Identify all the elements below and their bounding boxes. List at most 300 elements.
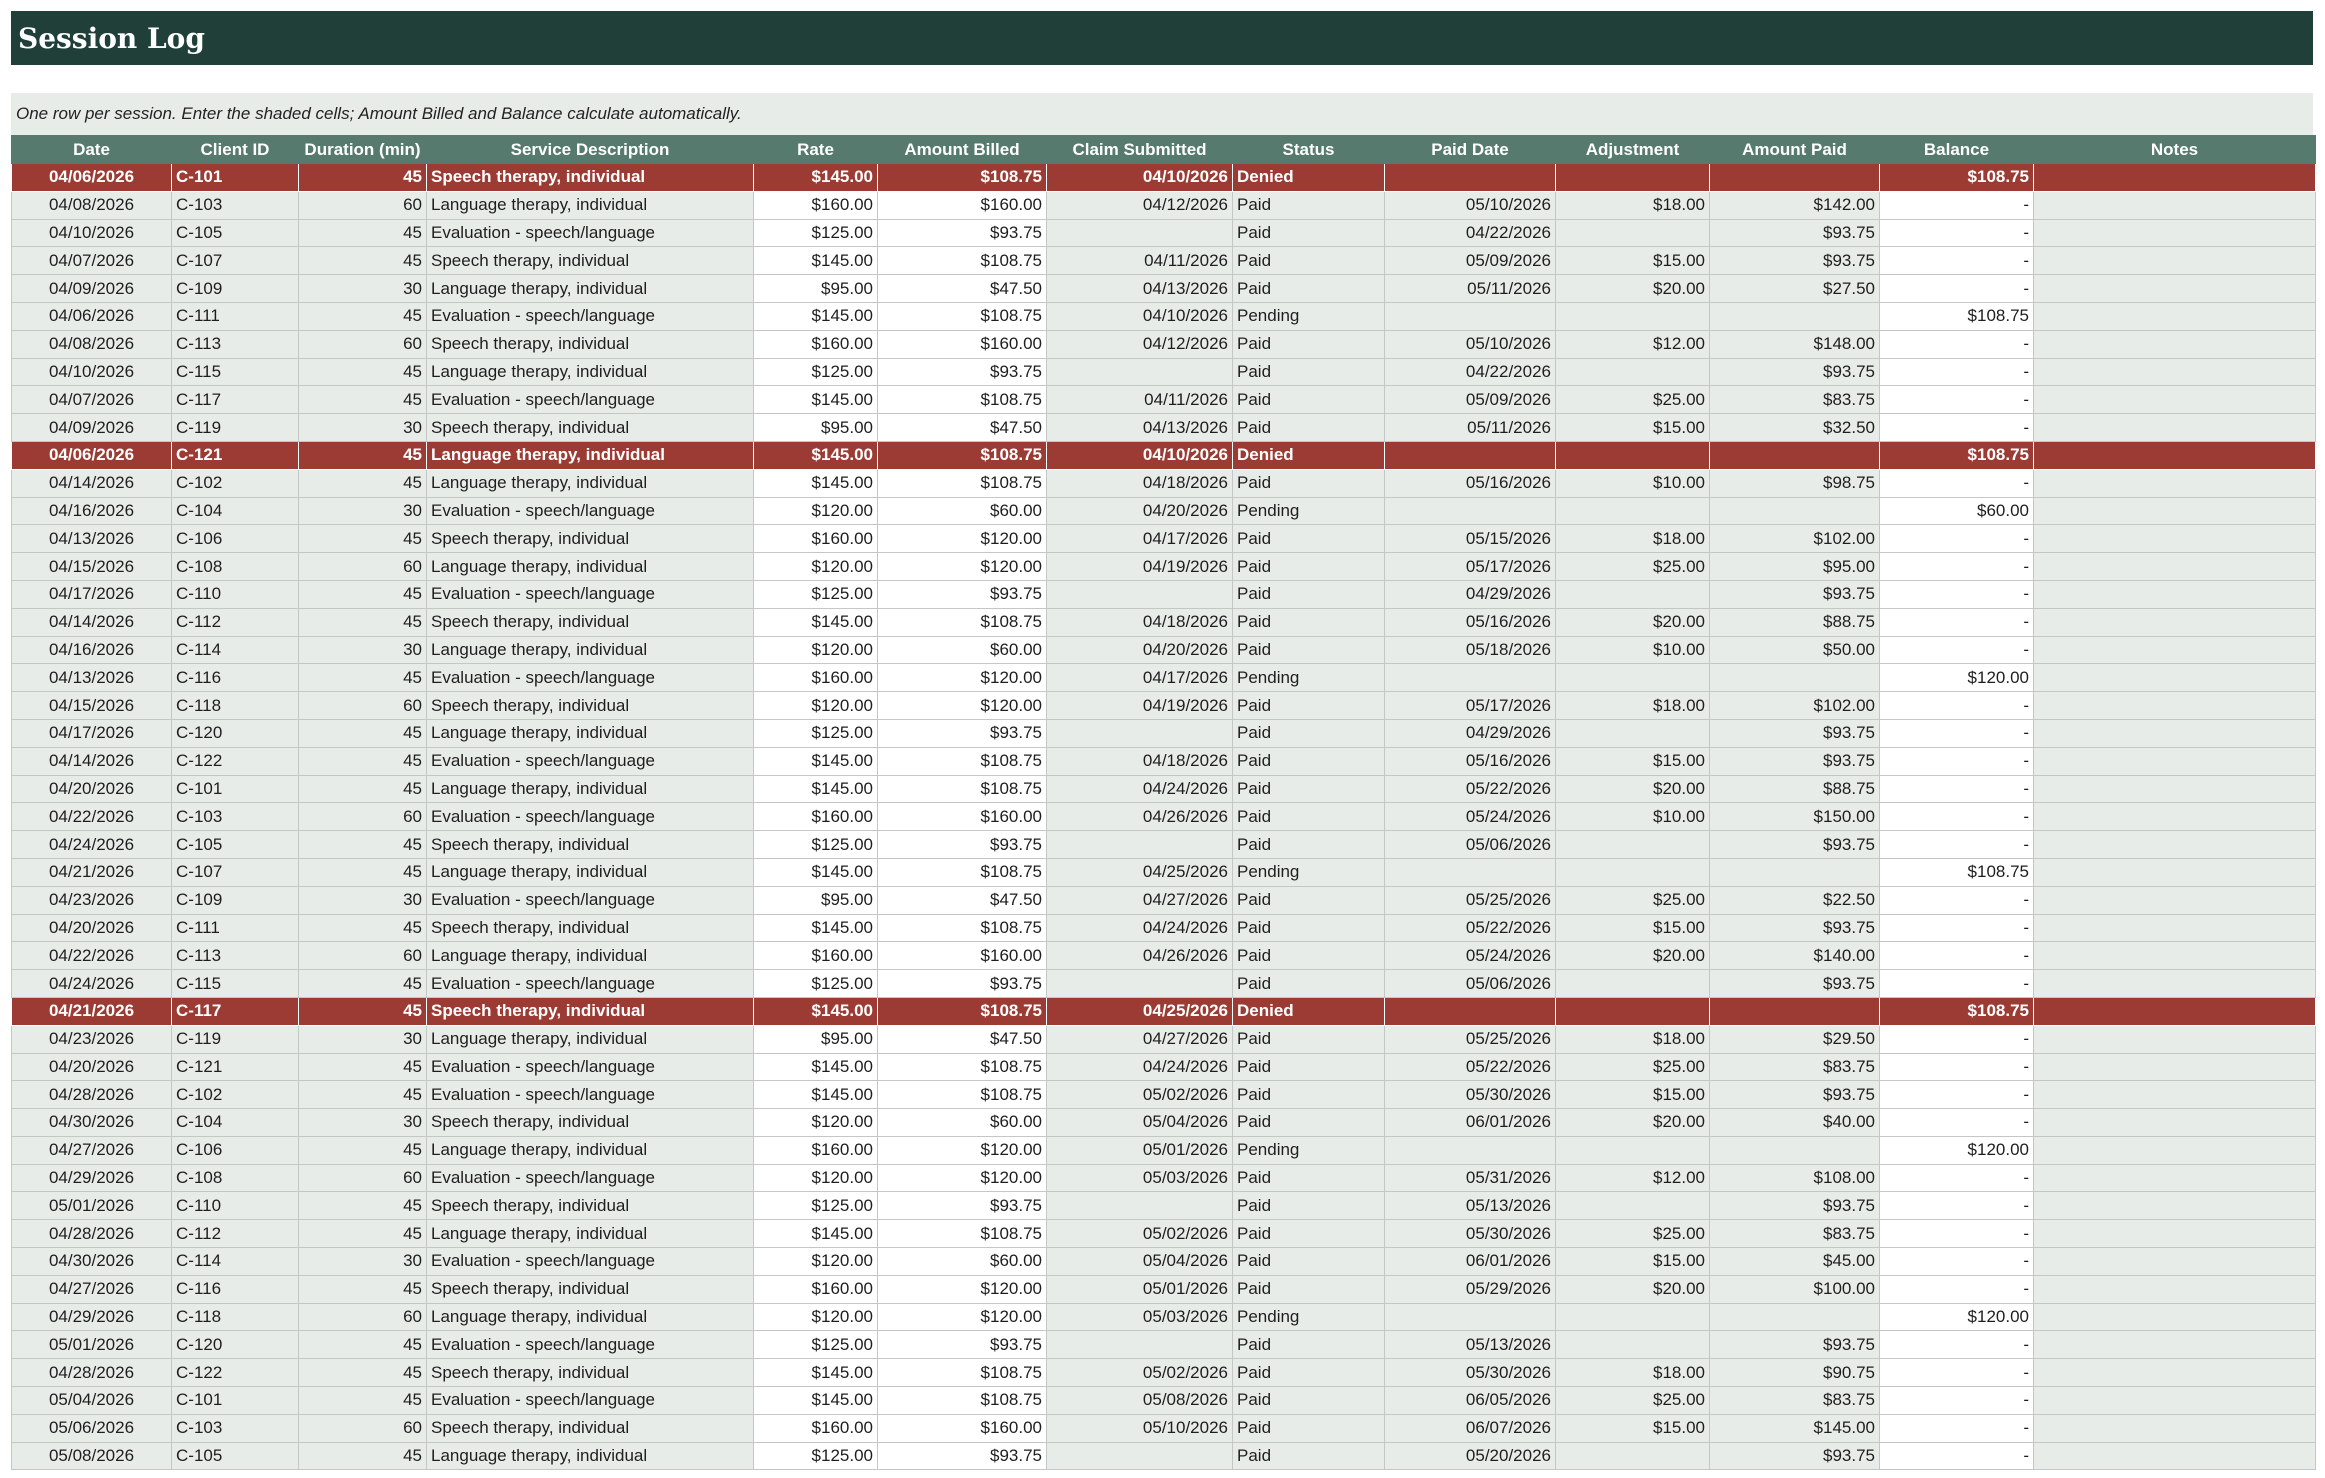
- notes-cell[interactable]: [2034, 164, 2316, 192]
- notes-cell[interactable]: [2034, 302, 2316, 330]
- amount-paid-cell[interactable]: $142.00: [1710, 191, 1880, 219]
- service-description-cell[interactable]: Speech therapy, individual: [427, 1414, 754, 1442]
- notes-cell[interactable]: [2034, 1303, 2316, 1331]
- claim-submitted-cell[interactable]: 04/10/2026: [1047, 164, 1233, 192]
- amount-paid-cell[interactable]: $148.00: [1710, 330, 1880, 358]
- notes-cell[interactable]: [2034, 636, 2316, 664]
- claim-submitted-cell[interactable]: [1047, 970, 1233, 998]
- date-cell[interactable]: 04/10/2026: [12, 219, 172, 247]
- balance-cell[interactable]: -: [1880, 219, 2034, 247]
- duration-cell[interactable]: 45: [299, 469, 427, 497]
- status-cell[interactable]: Paid: [1233, 553, 1385, 581]
- amount-billed-cell[interactable]: $108.75: [878, 164, 1047, 192]
- notes-cell[interactable]: [2034, 525, 2316, 553]
- date-cell[interactable]: 04/16/2026: [12, 497, 172, 525]
- rate-cell[interactable]: $95.00: [754, 414, 878, 442]
- status-cell[interactable]: Paid: [1233, 1220, 1385, 1248]
- client-id-cell[interactable]: C-104: [172, 1109, 299, 1137]
- claim-submitted-cell[interactable]: 04/26/2026: [1047, 803, 1233, 831]
- adjustment-cell[interactable]: $25.00: [1556, 1387, 1710, 1415]
- service-description-cell[interactable]: Evaluation - speech/language: [427, 803, 754, 831]
- notes-cell[interactable]: [2034, 441, 2316, 469]
- balance-cell[interactable]: -: [1880, 386, 2034, 414]
- service-description-cell[interactable]: Speech therapy, individual: [427, 1109, 754, 1137]
- amount-billed-cell[interactable]: $108.75: [878, 775, 1047, 803]
- rate-cell[interactable]: $145.00: [754, 775, 878, 803]
- amount-billed-cell[interactable]: $93.75: [878, 580, 1047, 608]
- adjustment-cell[interactable]: $18.00: [1556, 525, 1710, 553]
- duration-cell[interactable]: 45: [299, 302, 427, 330]
- duration-cell[interactable]: 45: [299, 914, 427, 942]
- paid-date-cell[interactable]: [1385, 302, 1556, 330]
- notes-cell[interactable]: [2034, 358, 2316, 386]
- client-id-cell[interactable]: C-112: [172, 1220, 299, 1248]
- service-description-cell[interactable]: Evaluation - speech/language: [427, 747, 754, 775]
- amount-paid-cell[interactable]: $40.00: [1710, 1109, 1880, 1137]
- duration-cell[interactable]: 60: [299, 942, 427, 970]
- date-cell[interactable]: 04/28/2026: [12, 1220, 172, 1248]
- date-cell[interactable]: 04/20/2026: [12, 914, 172, 942]
- paid-date-cell[interactable]: 05/10/2026: [1385, 191, 1556, 219]
- rate-cell[interactable]: $145.00: [754, 608, 878, 636]
- client-id-cell[interactable]: C-109: [172, 275, 299, 303]
- amount-billed-cell[interactable]: $47.50: [878, 1025, 1047, 1053]
- paid-date-cell[interactable]: 05/18/2026: [1385, 636, 1556, 664]
- date-cell[interactable]: 04/28/2026: [12, 1359, 172, 1387]
- date-cell[interactable]: 04/20/2026: [12, 1053, 172, 1081]
- status-cell[interactable]: Paid: [1233, 358, 1385, 386]
- claim-submitted-cell[interactable]: 04/19/2026: [1047, 692, 1233, 720]
- amount-paid-cell[interactable]: $22.50: [1710, 886, 1880, 914]
- amount-billed-cell[interactable]: $108.75: [878, 1359, 1047, 1387]
- amount-paid-cell[interactable]: [1710, 1136, 1880, 1164]
- rate-cell[interactable]: $95.00: [754, 886, 878, 914]
- paid-date-cell[interactable]: 05/24/2026: [1385, 942, 1556, 970]
- adjustment-cell[interactable]: $20.00: [1556, 1275, 1710, 1303]
- amount-paid-cell[interactable]: $83.75: [1710, 1387, 1880, 1415]
- balance-cell[interactable]: -: [1880, 1192, 2034, 1220]
- date-cell[interactable]: 04/06/2026: [12, 441, 172, 469]
- claim-submitted-cell[interactable]: 04/26/2026: [1047, 942, 1233, 970]
- claim-submitted-cell[interactable]: 05/01/2026: [1047, 1136, 1233, 1164]
- notes-cell[interactable]: [2034, 219, 2316, 247]
- paid-date-cell[interactable]: 05/24/2026: [1385, 803, 1556, 831]
- status-cell[interactable]: Paid: [1233, 775, 1385, 803]
- claim-submitted-cell[interactable]: 04/13/2026: [1047, 275, 1233, 303]
- notes-cell[interactable]: [2034, 914, 2316, 942]
- service-description-cell[interactable]: Language therapy, individual: [427, 1025, 754, 1053]
- client-id-cell[interactable]: C-108: [172, 553, 299, 581]
- paid-date-cell[interactable]: 05/29/2026: [1385, 1275, 1556, 1303]
- adjustment-cell[interactable]: $18.00: [1556, 1359, 1710, 1387]
- client-id-cell[interactable]: C-118: [172, 692, 299, 720]
- paid-date-cell[interactable]: 06/05/2026: [1385, 1387, 1556, 1415]
- status-cell[interactable]: Paid: [1233, 330, 1385, 358]
- duration-cell[interactable]: 60: [299, 1303, 427, 1331]
- adjustment-cell[interactable]: [1556, 441, 1710, 469]
- date-cell[interactable]: 04/06/2026: [12, 164, 172, 192]
- amount-paid-cell[interactable]: $88.75: [1710, 775, 1880, 803]
- amount-paid-cell[interactable]: [1710, 302, 1880, 330]
- adjustment-cell[interactable]: [1556, 1192, 1710, 1220]
- service-description-cell[interactable]: Evaluation - speech/language: [427, 664, 754, 692]
- client-id-cell[interactable]: C-101: [172, 1387, 299, 1415]
- service-description-cell[interactable]: Language therapy, individual: [427, 469, 754, 497]
- date-cell[interactable]: 04/21/2026: [12, 858, 172, 886]
- date-cell[interactable]: 04/23/2026: [12, 886, 172, 914]
- notes-cell[interactable]: [2034, 580, 2316, 608]
- amount-paid-cell[interactable]: [1710, 1303, 1880, 1331]
- date-cell[interactable]: 04/29/2026: [12, 1303, 172, 1331]
- client-id-cell[interactable]: C-104: [172, 497, 299, 525]
- client-id-cell[interactable]: C-111: [172, 302, 299, 330]
- service-description-cell[interactable]: Evaluation - speech/language: [427, 386, 754, 414]
- claim-submitted-cell[interactable]: 04/18/2026: [1047, 608, 1233, 636]
- notes-cell[interactable]: [2034, 247, 2316, 275]
- balance-cell[interactable]: -: [1880, 580, 2034, 608]
- amount-paid-cell[interactable]: $108.00: [1710, 1164, 1880, 1192]
- claim-submitted-cell[interactable]: 04/25/2026: [1047, 997, 1233, 1025]
- amount-billed-cell[interactable]: $108.75: [878, 302, 1047, 330]
- amount-paid-cell[interactable]: $145.00: [1710, 1414, 1880, 1442]
- status-cell[interactable]: Paid: [1233, 414, 1385, 442]
- notes-cell[interactable]: [2034, 886, 2316, 914]
- service-description-cell[interactable]: Evaluation - speech/language: [427, 1387, 754, 1415]
- rate-cell[interactable]: $125.00: [754, 580, 878, 608]
- client-id-cell[interactable]: C-107: [172, 247, 299, 275]
- adjustment-cell[interactable]: $20.00: [1556, 608, 1710, 636]
- amount-paid-cell[interactable]: $45.00: [1710, 1248, 1880, 1276]
- client-id-cell[interactable]: C-115: [172, 358, 299, 386]
- duration-cell[interactable]: 30: [299, 1025, 427, 1053]
- adjustment-cell[interactable]: [1556, 1442, 1710, 1470]
- client-id-cell[interactable]: C-122: [172, 1359, 299, 1387]
- client-id-cell[interactable]: C-119: [172, 1025, 299, 1053]
- amount-paid-cell[interactable]: $93.75: [1710, 580, 1880, 608]
- claim-submitted-cell[interactable]: 04/20/2026: [1047, 497, 1233, 525]
- adjustment-cell[interactable]: $20.00: [1556, 775, 1710, 803]
- notes-cell[interactable]: [2034, 1164, 2316, 1192]
- balance-cell[interactable]: -: [1880, 275, 2034, 303]
- amount-paid-cell[interactable]: $102.00: [1710, 525, 1880, 553]
- rate-cell[interactable]: $125.00: [754, 831, 878, 859]
- col-header-date[interactable]: Date: [12, 136, 172, 164]
- date-cell[interactable]: 04/16/2026: [12, 636, 172, 664]
- amount-paid-cell[interactable]: $98.75: [1710, 469, 1880, 497]
- status-cell[interactable]: Paid: [1233, 608, 1385, 636]
- client-id-cell[interactable]: C-105: [172, 1442, 299, 1470]
- status-cell[interactable]: Paid: [1233, 580, 1385, 608]
- adjustment-cell[interactable]: $15.00: [1556, 247, 1710, 275]
- date-cell[interactable]: 04/30/2026: [12, 1109, 172, 1137]
- duration-cell[interactable]: 45: [299, 1136, 427, 1164]
- adjustment-cell[interactable]: $10.00: [1556, 636, 1710, 664]
- adjustment-cell[interactable]: [1556, 497, 1710, 525]
- claim-submitted-cell[interactable]: 04/25/2026: [1047, 858, 1233, 886]
- notes-cell[interactable]: [2034, 747, 2316, 775]
- rate-cell[interactable]: $120.00: [754, 553, 878, 581]
- rate-cell[interactable]: $145.00: [754, 1053, 878, 1081]
- amount-paid-cell[interactable]: $29.50: [1710, 1025, 1880, 1053]
- balance-cell[interactable]: -: [1880, 747, 2034, 775]
- notes-cell[interactable]: [2034, 1192, 2316, 1220]
- duration-cell[interactable]: 60: [299, 692, 427, 720]
- date-cell[interactable]: 04/08/2026: [12, 191, 172, 219]
- amount-paid-cell[interactable]: [1710, 497, 1880, 525]
- service-description-cell[interactable]: Language therapy, individual: [427, 1220, 754, 1248]
- notes-cell[interactable]: [2034, 469, 2316, 497]
- client-id-cell[interactable]: C-106: [172, 1136, 299, 1164]
- rate-cell[interactable]: $160.00: [754, 1136, 878, 1164]
- status-cell[interactable]: Pending: [1233, 497, 1385, 525]
- paid-date-cell[interactable]: 05/11/2026: [1385, 275, 1556, 303]
- balance-cell[interactable]: $120.00: [1880, 1303, 2034, 1331]
- notes-cell[interactable]: [2034, 942, 2316, 970]
- status-cell[interactable]: Paid: [1233, 970, 1385, 998]
- status-cell[interactable]: Paid: [1233, 275, 1385, 303]
- claim-submitted-cell[interactable]: [1047, 580, 1233, 608]
- client-id-cell[interactable]: C-117: [172, 386, 299, 414]
- status-cell[interactable]: Paid: [1233, 636, 1385, 664]
- date-cell[interactable]: 04/20/2026: [12, 775, 172, 803]
- balance-cell[interactable]: -: [1880, 247, 2034, 275]
- client-id-cell[interactable]: C-102: [172, 1081, 299, 1109]
- duration-cell[interactable]: 45: [299, 1275, 427, 1303]
- notes-cell[interactable]: [2034, 1136, 2316, 1164]
- amount-billed-cell[interactable]: $108.75: [878, 1387, 1047, 1415]
- col-header-amount-paid[interactable]: Amount Paid: [1710, 136, 1880, 164]
- adjustment-cell[interactable]: $25.00: [1556, 886, 1710, 914]
- claim-submitted-cell[interactable]: 04/17/2026: [1047, 525, 1233, 553]
- adjustment-cell[interactable]: $12.00: [1556, 330, 1710, 358]
- duration-cell[interactable]: 30: [299, 275, 427, 303]
- notes-cell[interactable]: [2034, 191, 2316, 219]
- balance-cell[interactable]: -: [1880, 1359, 2034, 1387]
- client-id-cell[interactable]: C-122: [172, 747, 299, 775]
- adjustment-cell[interactable]: [1556, 719, 1710, 747]
- rate-cell[interactable]: $160.00: [754, 942, 878, 970]
- notes-cell[interactable]: [2034, 997, 2316, 1025]
- balance-cell[interactable]: -: [1880, 636, 2034, 664]
- rate-cell[interactable]: $160.00: [754, 330, 878, 358]
- status-cell[interactable]: Paid: [1233, 886, 1385, 914]
- date-cell[interactable]: 04/24/2026: [12, 970, 172, 998]
- rate-cell[interactable]: $125.00: [754, 1442, 878, 1470]
- claim-submitted-cell[interactable]: 05/02/2026: [1047, 1220, 1233, 1248]
- duration-cell[interactable]: 60: [299, 191, 427, 219]
- notes-cell[interactable]: [2034, 1053, 2316, 1081]
- amount-billed-cell[interactable]: $108.75: [878, 441, 1047, 469]
- claim-submitted-cell[interactable]: [1047, 831, 1233, 859]
- duration-cell[interactable]: 45: [299, 997, 427, 1025]
- date-cell[interactable]: 04/09/2026: [12, 275, 172, 303]
- rate-cell[interactable]: $95.00: [754, 275, 878, 303]
- amount-billed-cell[interactable]: $108.75: [878, 1053, 1047, 1081]
- notes-cell[interactable]: [2034, 831, 2316, 859]
- service-description-cell[interactable]: Language therapy, individual: [427, 358, 754, 386]
- client-id-cell[interactable]: C-105: [172, 831, 299, 859]
- duration-cell[interactable]: 60: [299, 803, 427, 831]
- rate-cell[interactable]: $120.00: [754, 636, 878, 664]
- duration-cell[interactable]: 45: [299, 664, 427, 692]
- adjustment-cell[interactable]: [1556, 1331, 1710, 1359]
- adjustment-cell[interactable]: $10.00: [1556, 803, 1710, 831]
- rate-cell[interactable]: $120.00: [754, 692, 878, 720]
- claim-submitted-cell[interactable]: 04/10/2026: [1047, 441, 1233, 469]
- adjustment-cell[interactable]: $20.00: [1556, 1109, 1710, 1137]
- service-description-cell[interactable]: Speech therapy, individual: [427, 1192, 754, 1220]
- paid-date-cell[interactable]: [1385, 497, 1556, 525]
- col-header-adjustment[interactable]: Adjustment: [1556, 136, 1710, 164]
- date-cell[interactable]: 04/29/2026: [12, 1164, 172, 1192]
- date-cell[interactable]: 04/07/2026: [12, 247, 172, 275]
- rate-cell[interactable]: $145.00: [754, 858, 878, 886]
- col-header-notes[interactable]: Notes: [2034, 136, 2316, 164]
- status-cell[interactable]: Paid: [1233, 1192, 1385, 1220]
- client-id-cell[interactable]: C-101: [172, 775, 299, 803]
- duration-cell[interactable]: 45: [299, 441, 427, 469]
- amount-paid-cell[interactable]: $100.00: [1710, 1275, 1880, 1303]
- adjustment-cell[interactable]: [1556, 358, 1710, 386]
- paid-date-cell[interactable]: 05/17/2026: [1385, 553, 1556, 581]
- balance-cell[interactable]: -: [1880, 358, 2034, 386]
- balance-cell[interactable]: -: [1880, 191, 2034, 219]
- date-cell[interactable]: 04/07/2026: [12, 386, 172, 414]
- balance-cell[interactable]: $120.00: [1880, 1136, 2034, 1164]
- balance-cell[interactable]: $108.75: [1880, 441, 2034, 469]
- client-id-cell[interactable]: C-113: [172, 942, 299, 970]
- balance-cell[interactable]: -: [1880, 1331, 2034, 1359]
- rate-cell[interactable]: $145.00: [754, 164, 878, 192]
- date-cell[interactable]: 04/14/2026: [12, 608, 172, 636]
- adjustment-cell[interactable]: [1556, 831, 1710, 859]
- adjustment-cell[interactable]: $12.00: [1556, 1164, 1710, 1192]
- client-id-cell[interactable]: C-101: [172, 164, 299, 192]
- rate-cell[interactable]: $120.00: [754, 1303, 878, 1331]
- duration-cell[interactable]: 45: [299, 747, 427, 775]
- paid-date-cell[interactable]: 05/25/2026: [1385, 1025, 1556, 1053]
- notes-cell[interactable]: [2034, 1220, 2316, 1248]
- paid-date-cell[interactable]: 05/30/2026: [1385, 1081, 1556, 1109]
- status-cell[interactable]: Pending: [1233, 302, 1385, 330]
- adjustment-cell[interactable]: $25.00: [1556, 1220, 1710, 1248]
- client-id-cell[interactable]: C-116: [172, 1275, 299, 1303]
- claim-submitted-cell[interactable]: 04/13/2026: [1047, 414, 1233, 442]
- service-description-cell[interactable]: Speech therapy, individual: [427, 1359, 754, 1387]
- balance-cell[interactable]: -: [1880, 886, 2034, 914]
- rate-cell[interactable]: $125.00: [754, 1192, 878, 1220]
- paid-date-cell[interactable]: 04/22/2026: [1385, 358, 1556, 386]
- claim-submitted-cell[interactable]: 05/10/2026: [1047, 1414, 1233, 1442]
- adjustment-cell[interactable]: [1556, 302, 1710, 330]
- amount-billed-cell[interactable]: $160.00: [878, 1414, 1047, 1442]
- date-cell[interactable]: 05/06/2026: [12, 1414, 172, 1442]
- amount-billed-cell[interactable]: $120.00: [878, 1303, 1047, 1331]
- service-description-cell[interactable]: Evaluation - speech/language: [427, 886, 754, 914]
- paid-date-cell[interactable]: 05/10/2026: [1385, 330, 1556, 358]
- date-cell[interactable]: 05/04/2026: [12, 1387, 172, 1415]
- notes-cell[interactable]: [2034, 1109, 2316, 1137]
- claim-submitted-cell[interactable]: [1047, 358, 1233, 386]
- adjustment-cell[interactable]: [1556, 1303, 1710, 1331]
- amount-billed-cell[interactable]: $108.75: [878, 247, 1047, 275]
- amount-paid-cell[interactable]: $140.00: [1710, 942, 1880, 970]
- paid-date-cell[interactable]: [1385, 664, 1556, 692]
- service-description-cell[interactable]: Evaluation - speech/language: [427, 1081, 754, 1109]
- paid-date-cell[interactable]: 05/06/2026: [1385, 831, 1556, 859]
- claim-submitted-cell[interactable]: 04/17/2026: [1047, 664, 1233, 692]
- service-description-cell[interactable]: Speech therapy, individual: [427, 414, 754, 442]
- amount-paid-cell[interactable]: [1710, 997, 1880, 1025]
- paid-date-cell[interactable]: 05/13/2026: [1385, 1331, 1556, 1359]
- client-id-cell[interactable]: C-118: [172, 1303, 299, 1331]
- balance-cell[interactable]: $120.00: [1880, 664, 2034, 692]
- date-cell[interactable]: 04/10/2026: [12, 358, 172, 386]
- amount-billed-cell[interactable]: $160.00: [878, 803, 1047, 831]
- paid-date-cell[interactable]: 06/01/2026: [1385, 1109, 1556, 1137]
- status-cell[interactable]: Paid: [1233, 1025, 1385, 1053]
- amount-billed-cell[interactable]: $93.75: [878, 358, 1047, 386]
- notes-cell[interactable]: [2034, 608, 2316, 636]
- claim-submitted-cell[interactable]: 04/12/2026: [1047, 330, 1233, 358]
- amount-paid-cell[interactable]: $93.75: [1710, 1442, 1880, 1470]
- client-id-cell[interactable]: C-116: [172, 664, 299, 692]
- paid-date-cell[interactable]: [1385, 1136, 1556, 1164]
- adjustment-cell[interactable]: $15.00: [1556, 914, 1710, 942]
- status-cell[interactable]: Paid: [1233, 469, 1385, 497]
- amount-billed-cell[interactable]: $108.75: [878, 914, 1047, 942]
- rate-cell[interactable]: $125.00: [754, 1331, 878, 1359]
- amount-billed-cell[interactable]: $93.75: [878, 219, 1047, 247]
- rate-cell[interactable]: $120.00: [754, 497, 878, 525]
- amount-paid-cell[interactable]: $90.75: [1710, 1359, 1880, 1387]
- duration-cell[interactable]: 45: [299, 525, 427, 553]
- notes-cell[interactable]: [2034, 1359, 2316, 1387]
- amount-billed-cell[interactable]: $60.00: [878, 636, 1047, 664]
- service-description-cell[interactable]: Speech therapy, individual: [427, 692, 754, 720]
- balance-cell[interactable]: -: [1880, 1442, 2034, 1470]
- amount-paid-cell[interactable]: $83.75: [1710, 1220, 1880, 1248]
- date-cell[interactable]: 04/24/2026: [12, 831, 172, 859]
- paid-date-cell[interactable]: 05/09/2026: [1385, 386, 1556, 414]
- amount-billed-cell[interactable]: $160.00: [878, 330, 1047, 358]
- date-cell[interactable]: 05/01/2026: [12, 1331, 172, 1359]
- paid-date-cell[interactable]: 05/16/2026: [1385, 747, 1556, 775]
- paid-date-cell[interactable]: 05/15/2026: [1385, 525, 1556, 553]
- date-cell[interactable]: 04/14/2026: [12, 747, 172, 775]
- date-cell[interactable]: 05/01/2026: [12, 1192, 172, 1220]
- balance-cell[interactable]: -: [1880, 1414, 2034, 1442]
- duration-cell[interactable]: 60: [299, 553, 427, 581]
- service-description-cell[interactable]: Speech therapy, individual: [427, 164, 754, 192]
- balance-cell[interactable]: -: [1880, 1220, 2034, 1248]
- amount-billed-cell[interactable]: $93.75: [878, 1442, 1047, 1470]
- service-description-cell[interactable]: Language therapy, individual: [427, 1442, 754, 1470]
- service-description-cell[interactable]: Language therapy, individual: [427, 553, 754, 581]
- adjustment-cell[interactable]: $15.00: [1556, 747, 1710, 775]
- notes-cell[interactable]: [2034, 692, 2316, 720]
- claim-submitted-cell[interactable]: 04/11/2026: [1047, 386, 1233, 414]
- amount-paid-cell[interactable]: $93.75: [1710, 1081, 1880, 1109]
- amount-paid-cell[interactable]: $83.75: [1710, 1053, 1880, 1081]
- date-cell[interactable]: 04/17/2026: [12, 580, 172, 608]
- date-cell[interactable]: 04/30/2026: [12, 1248, 172, 1276]
- paid-date-cell[interactable]: [1385, 858, 1556, 886]
- duration-cell[interactable]: 45: [299, 1387, 427, 1415]
- client-id-cell[interactable]: C-111: [172, 914, 299, 942]
- duration-cell[interactable]: 45: [299, 1442, 427, 1470]
- rate-cell[interactable]: $145.00: [754, 914, 878, 942]
